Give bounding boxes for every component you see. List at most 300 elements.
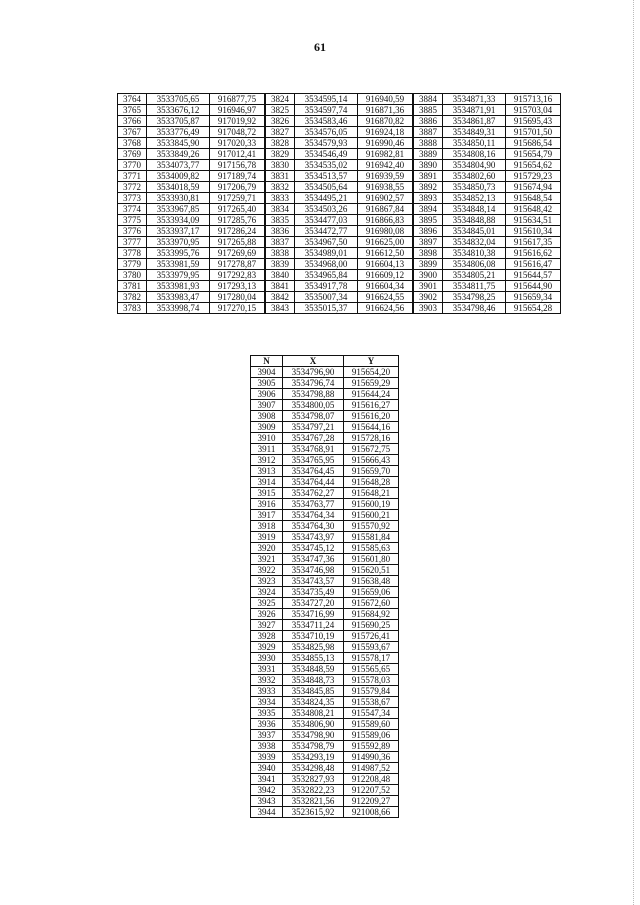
- point-number-cell: 3921: [251, 554, 283, 565]
- y-coordinate-cell: 915648,54: [506, 193, 561, 204]
- y-coordinate-cell: 915666,43: [344, 455, 399, 466]
- x-coordinate-cell: 3534743,57: [283, 576, 344, 587]
- point-number-cell: 3887: [413, 127, 443, 138]
- y-coordinate-cell: 916924,18: [358, 127, 414, 138]
- point-number-cell: 3767: [118, 127, 147, 138]
- point-number-cell: 3918: [251, 521, 283, 532]
- table-row: [251, 741, 399, 752]
- point-number-cell: 3843: [265, 303, 295, 314]
- coordinates-table-bottom: [250, 355, 399, 818]
- y-coordinate-cell: 917286,24: [210, 226, 266, 237]
- x-coordinate-cell: 3534747,36: [283, 554, 344, 565]
- y-coordinate-cell: 915616,47: [506, 259, 561, 270]
- x-coordinate-cell: 3534735,49: [283, 587, 344, 598]
- table-row: [251, 576, 399, 587]
- x-coordinate-cell: 3534764,45: [283, 466, 344, 477]
- table-row: [251, 774, 399, 785]
- y-coordinate-cell: 917265,40: [210, 204, 266, 215]
- point-number-cell: 3930: [251, 653, 283, 664]
- point-number-cell: 3915: [251, 488, 283, 499]
- point-number-cell: 3937: [251, 730, 283, 741]
- table-row: [251, 620, 399, 631]
- point-number-cell: 3778: [118, 248, 147, 259]
- y-coordinate-cell: 917270,15: [210, 303, 266, 314]
- page-number: 61: [314, 40, 326, 54]
- table-row: [251, 664, 399, 675]
- y-coordinate-cell: 915581,84: [344, 532, 399, 543]
- y-coordinate-cell: 916871,36: [358, 105, 414, 116]
- x-coordinate-cell: 3534850,73: [443, 182, 506, 193]
- x-coordinate-cell: 3534711,24: [283, 620, 344, 631]
- point-number-cell: 3901: [413, 281, 443, 292]
- x-coordinate-cell: 3534805,21: [443, 270, 506, 281]
- y-coordinate-cell: 915616,27: [344, 400, 399, 411]
- point-number-cell: 3771: [118, 171, 147, 182]
- point-number-cell: 3922: [251, 565, 283, 576]
- x-coordinate-cell: 3534798,07: [283, 411, 344, 422]
- table-row: [251, 719, 399, 730]
- y-coordinate-cell: 915616,20: [344, 411, 399, 422]
- point-number-cell: 3923: [251, 576, 283, 587]
- y-coordinate-cell: 915610,34: [506, 226, 561, 237]
- x-coordinate-cell: 3534764,34: [283, 510, 344, 521]
- x-coordinate-cell: 3534845,01: [443, 226, 506, 237]
- y-coordinate-cell: 915617,35: [506, 237, 561, 248]
- y-coordinate-cell: 916604,13: [358, 259, 414, 270]
- table-row: [251, 697, 399, 708]
- point-number-cell: 3832: [265, 182, 295, 193]
- table-row: [251, 488, 399, 499]
- table-row: [251, 686, 399, 697]
- table-row: [251, 565, 399, 576]
- y-coordinate-cell: 915674,94: [506, 182, 561, 193]
- point-number-cell: 3841: [265, 281, 295, 292]
- y-coordinate-cell: 915589,60: [344, 719, 399, 730]
- x-coordinate-cell: 3533937,17: [147, 226, 210, 237]
- x-coordinate-cell: 3534009,82: [147, 171, 210, 182]
- point-number-cell: 3895: [413, 215, 443, 226]
- y-coordinate-cell: 915648,42: [506, 204, 561, 215]
- table-row: [251, 532, 399, 543]
- x-coordinate-cell: 3534848,14: [443, 204, 506, 215]
- table-row: [251, 543, 399, 554]
- table-row: [251, 653, 399, 664]
- point-number-cell: 3829: [265, 149, 295, 160]
- y-coordinate-cell: 917048,72: [210, 127, 266, 138]
- table-row: [118, 281, 561, 292]
- point-number-cell: 3768: [118, 138, 147, 149]
- point-number-cell: 3916: [251, 499, 283, 510]
- table-row: [118, 303, 561, 314]
- point-number-cell: 3893: [413, 193, 443, 204]
- point-number-cell: 3925: [251, 598, 283, 609]
- table-row: [251, 554, 399, 565]
- point-number-cell: 3831: [265, 171, 295, 182]
- x-coordinate-cell: 3534861,87: [443, 116, 506, 127]
- table-row: [251, 807, 399, 818]
- table-row: [118, 94, 561, 105]
- y-coordinate-cell: 917259,71: [210, 193, 266, 204]
- point-number-cell: 3772: [118, 182, 147, 193]
- x-coordinate-cell: 3534583,46: [295, 116, 358, 127]
- point-number-cell: 3933: [251, 686, 283, 697]
- table-row: [251, 367, 399, 378]
- x-coordinate-cell: 3534743,97: [283, 532, 344, 543]
- table-row: [251, 455, 399, 466]
- y-coordinate-cell: 917012,41: [210, 149, 266, 160]
- x-coordinate-cell: 3534968,00: [295, 259, 358, 270]
- x-coordinate-cell: 3534796,90: [283, 367, 344, 378]
- table-header-row: [251, 356, 399, 367]
- point-number-cell: 3929: [251, 642, 283, 653]
- table-row: [251, 400, 399, 411]
- y-coordinate-cell: 914987,52: [344, 763, 399, 774]
- y-coordinate-cell: 916625,00: [358, 237, 414, 248]
- x-coordinate-cell: 3534832,04: [443, 237, 506, 248]
- point-number-cell: 3891: [413, 171, 443, 182]
- y-coordinate-cell: 915659,34: [506, 292, 561, 303]
- x-coordinate-cell: 3534806,08: [443, 259, 506, 270]
- point-number-cell: 3932: [251, 675, 283, 686]
- y-coordinate-cell: 912209,27: [344, 796, 399, 807]
- y-coordinate-cell: 915644,24: [344, 389, 399, 400]
- y-coordinate-cell: 915592,89: [344, 741, 399, 752]
- x-coordinate-cell: 3533845,90: [147, 138, 210, 149]
- y-coordinate-cell: 915593,67: [344, 642, 399, 653]
- y-coordinate-cell: 916902,57: [358, 193, 414, 204]
- y-coordinate-cell: 915659,06: [344, 587, 399, 598]
- y-coordinate-cell: 916980,08: [358, 226, 414, 237]
- point-number-cell: 3928: [251, 631, 283, 642]
- table-row: [251, 510, 399, 521]
- y-coordinate-cell: 916939,59: [358, 171, 414, 182]
- y-coordinate-cell: 916609,12: [358, 270, 414, 281]
- point-number-cell: 3894: [413, 204, 443, 215]
- x-coordinate-cell: 3534798,79: [283, 741, 344, 752]
- y-coordinate-cell: 915570,92: [344, 521, 399, 532]
- x-coordinate-cell: 3533934,09: [147, 215, 210, 226]
- x-coordinate-cell: 3534808,21: [283, 708, 344, 719]
- y-coordinate-cell: 915600,21: [344, 510, 399, 521]
- x-coordinate-cell: 3534855,13: [283, 653, 344, 664]
- point-number-cell: 3931: [251, 664, 283, 675]
- point-number-cell: 3899: [413, 259, 443, 270]
- point-number-cell: 3835: [265, 215, 295, 226]
- x-coordinate-cell: 3533930,81: [147, 193, 210, 204]
- y-coordinate-cell: 915713,16: [506, 94, 561, 105]
- y-coordinate-cell: 917019,92: [210, 116, 266, 127]
- table-row: [118, 215, 561, 226]
- table-row: [118, 270, 561, 281]
- coordinates-table-top-body: [118, 94, 561, 314]
- point-number-cell: 3889: [413, 149, 443, 160]
- x-coordinate-cell: 3534967,50: [295, 237, 358, 248]
- column-header-n: N: [251, 356, 283, 367]
- point-number-cell: 3837: [265, 237, 295, 248]
- point-number-cell: 3888: [413, 138, 443, 149]
- y-coordinate-cell: 916990,46: [358, 138, 414, 149]
- table-row: [118, 237, 561, 248]
- y-coordinate-cell: 912207,52: [344, 785, 399, 796]
- table-row: [251, 521, 399, 532]
- x-coordinate-cell: 3534852,13: [443, 193, 506, 204]
- table-row: [251, 598, 399, 609]
- y-coordinate-cell: 915601,80: [344, 554, 399, 565]
- x-coordinate-cell: 3532827,93: [283, 774, 344, 785]
- point-number-cell: 3904: [251, 367, 283, 378]
- table-row: [118, 204, 561, 215]
- point-number-cell: 3905: [251, 378, 283, 389]
- x-coordinate-cell: 3534495,21: [295, 193, 358, 204]
- x-coordinate-cell: 3534796,74: [283, 378, 344, 389]
- y-coordinate-cell: 915654,28: [506, 303, 561, 314]
- x-coordinate-cell: 3534871,91: [443, 105, 506, 116]
- y-coordinate-cell: 915695,43: [506, 116, 561, 127]
- y-coordinate-cell: 916612,50: [358, 248, 414, 259]
- x-coordinate-cell: 3532821,56: [283, 796, 344, 807]
- point-number-cell: 3776: [118, 226, 147, 237]
- point-number-cell: 3919: [251, 532, 283, 543]
- y-coordinate-cell: 915547,34: [344, 708, 399, 719]
- point-number-cell: 3913: [251, 466, 283, 477]
- y-coordinate-cell: 915659,70: [344, 466, 399, 477]
- table-row: [251, 466, 399, 477]
- coordinates-table-top: [117, 93, 561, 314]
- y-coordinate-cell: 916867,84: [358, 204, 414, 215]
- point-number-cell: 3898: [413, 248, 443, 259]
- x-coordinate-cell: 3533998,74: [147, 303, 210, 314]
- table-row: [251, 422, 399, 433]
- point-number-cell: 3769: [118, 149, 147, 160]
- point-number-cell: 3911: [251, 444, 283, 455]
- x-coordinate-cell: 3532822,23: [283, 785, 344, 796]
- y-coordinate-cell: 915589,06: [344, 730, 399, 741]
- x-coordinate-cell: 3534965,84: [295, 270, 358, 281]
- x-coordinate-cell: 3534073,77: [147, 160, 210, 171]
- y-coordinate-cell: 915648,21: [344, 488, 399, 499]
- y-coordinate-cell: 916866,83: [358, 215, 414, 226]
- y-coordinate-cell: 917189,74: [210, 171, 266, 182]
- y-coordinate-cell: 915579,84: [344, 686, 399, 697]
- y-coordinate-cell: 917269,69: [210, 248, 266, 259]
- y-coordinate-cell: 917265,88: [210, 237, 266, 248]
- y-coordinate-cell: 915686,54: [506, 138, 561, 149]
- table-row: [251, 796, 399, 807]
- x-coordinate-cell: 3534762,27: [283, 488, 344, 499]
- table-row: [251, 444, 399, 455]
- x-coordinate-cell: 3533967,85: [147, 204, 210, 215]
- x-coordinate-cell: 3534824,35: [283, 697, 344, 708]
- point-number-cell: 3924: [251, 587, 283, 598]
- x-coordinate-cell: 3534797,21: [283, 422, 344, 433]
- y-coordinate-cell: 921008,66: [344, 807, 399, 818]
- y-coordinate-cell: 915616,62: [506, 248, 561, 259]
- point-number-cell: 3886: [413, 116, 443, 127]
- y-coordinate-cell: 915648,28: [344, 477, 399, 488]
- y-coordinate-cell: 915703,04: [506, 105, 561, 116]
- scan-edge: [632, 0, 634, 905]
- y-coordinate-cell: 915654,79: [506, 149, 561, 160]
- y-coordinate-cell: 915600,19: [344, 499, 399, 510]
- point-number-cell: 3764: [118, 94, 147, 105]
- x-coordinate-cell: 3534802,60: [443, 171, 506, 182]
- x-coordinate-cell: 3533705,65: [147, 94, 210, 105]
- x-coordinate-cell: 3534018,59: [147, 182, 210, 193]
- x-coordinate-cell: 3534989,01: [295, 248, 358, 259]
- table-row: [251, 587, 399, 598]
- table-row: [118, 138, 561, 149]
- x-coordinate-cell: 3534848,88: [443, 215, 506, 226]
- y-coordinate-cell: 916940,59: [358, 94, 414, 105]
- point-number-cell: 3935: [251, 708, 283, 719]
- y-coordinate-cell: 915634,51: [506, 215, 561, 226]
- x-coordinate-cell: 3534472,77: [295, 226, 358, 237]
- x-coordinate-cell: 3533849,26: [147, 149, 210, 160]
- point-number-cell: 3902: [413, 292, 443, 303]
- point-number-cell: 3896: [413, 226, 443, 237]
- y-coordinate-cell: 914990,36: [344, 752, 399, 763]
- x-coordinate-cell: 3535007,34: [295, 292, 358, 303]
- x-coordinate-cell: 3533981,59: [147, 259, 210, 270]
- y-coordinate-cell: 915659,29: [344, 378, 399, 389]
- y-coordinate-cell: 915644,57: [506, 270, 561, 281]
- x-coordinate-cell: 3534477,03: [295, 215, 358, 226]
- y-coordinate-cell: 915654,62: [506, 160, 561, 171]
- y-coordinate-cell: 915728,16: [344, 433, 399, 444]
- y-coordinate-cell: 915578,03: [344, 675, 399, 686]
- column-header-x: X: [283, 356, 344, 367]
- y-coordinate-cell: 917278,87: [210, 259, 266, 270]
- point-number-cell: 3906: [251, 389, 283, 400]
- x-coordinate-cell: 3534804,90: [443, 160, 506, 171]
- point-number-cell: 3943: [251, 796, 283, 807]
- x-coordinate-cell: 3533981,93: [147, 281, 210, 292]
- x-coordinate-cell: 3533983,47: [147, 292, 210, 303]
- point-number-cell: 3942: [251, 785, 283, 796]
- table-row: [118, 149, 561, 160]
- point-number-cell: 3842: [265, 292, 295, 303]
- x-coordinate-cell: 3523615,92: [283, 807, 344, 818]
- x-coordinate-cell: 3534298,48: [283, 763, 344, 774]
- table-row: [118, 116, 561, 127]
- x-coordinate-cell: 3534871,33: [443, 94, 506, 105]
- point-number-cell: 3781: [118, 281, 147, 292]
- table-row: [118, 160, 561, 171]
- point-number-cell: 3907: [251, 400, 283, 411]
- y-coordinate-cell: 915565,65: [344, 664, 399, 675]
- point-number-cell: 3830: [265, 160, 295, 171]
- y-coordinate-cell: 917156,78: [210, 160, 266, 171]
- point-number-cell: 3936: [251, 719, 283, 730]
- table-row: [251, 378, 399, 389]
- x-coordinate-cell: 3534745,12: [283, 543, 344, 554]
- x-coordinate-cell: 3533705,87: [147, 116, 210, 127]
- point-number-cell: 3780: [118, 270, 147, 281]
- x-coordinate-cell: 3534579,93: [295, 138, 358, 149]
- point-number-cell: 3840: [265, 270, 295, 281]
- point-number-cell: 3900: [413, 270, 443, 281]
- point-number-cell: 3934: [251, 697, 283, 708]
- table-row: [118, 248, 561, 259]
- x-coordinate-cell: 3534710,19: [283, 631, 344, 642]
- x-coordinate-cell: 3534849,31: [443, 127, 506, 138]
- x-coordinate-cell: 3534806,90: [283, 719, 344, 730]
- y-coordinate-cell: 915585,63: [344, 543, 399, 554]
- point-number-cell: 3885: [413, 105, 443, 116]
- point-number-cell: 3774: [118, 204, 147, 215]
- point-number-cell: 3777: [118, 237, 147, 248]
- table-row: [251, 752, 399, 763]
- point-number-cell: 3938: [251, 741, 283, 752]
- point-number-cell: 3910: [251, 433, 283, 444]
- point-number-cell: 3940: [251, 763, 283, 774]
- point-number-cell: 3890: [413, 160, 443, 171]
- point-number-cell: 3917: [251, 510, 283, 521]
- table-row: [251, 499, 399, 510]
- table-row: [118, 182, 561, 193]
- x-coordinate-cell: 3534798,25: [443, 292, 506, 303]
- table-row: [251, 433, 399, 444]
- x-coordinate-cell: 3534768,91: [283, 444, 344, 455]
- point-number-cell: 3827: [265, 127, 295, 138]
- point-number-cell: 3941: [251, 774, 283, 785]
- x-coordinate-cell: 3534825,98: [283, 642, 344, 653]
- y-coordinate-cell: 917206,79: [210, 182, 266, 193]
- x-coordinate-cell: 3534798,46: [443, 303, 506, 314]
- y-coordinate-cell: 916870,82: [358, 116, 414, 127]
- x-coordinate-cell: 3533979,95: [147, 270, 210, 281]
- x-coordinate-cell: 3534798,90: [283, 730, 344, 741]
- y-coordinate-cell: 917280,04: [210, 292, 266, 303]
- y-coordinate-cell: 917285,76: [210, 215, 266, 226]
- point-number-cell: 3892: [413, 182, 443, 193]
- x-coordinate-cell: 3535015,37: [295, 303, 358, 314]
- table-row: [251, 642, 399, 653]
- y-coordinate-cell: 915726,41: [344, 631, 399, 642]
- point-number-cell: 3908: [251, 411, 283, 422]
- y-coordinate-cell: 916877,75: [210, 94, 266, 105]
- x-coordinate-cell: 3534808,16: [443, 149, 506, 160]
- table-row: [251, 609, 399, 620]
- x-coordinate-cell: 3534848,59: [283, 664, 344, 675]
- point-number-cell: 3766: [118, 116, 147, 127]
- y-coordinate-cell: 915701,50: [506, 127, 561, 138]
- point-number-cell: 3909: [251, 422, 283, 433]
- table-row: [251, 631, 399, 642]
- y-coordinate-cell: 916624,55: [358, 292, 414, 303]
- x-coordinate-cell: 3534848,73: [283, 675, 344, 686]
- point-number-cell: 3770: [118, 160, 147, 171]
- point-number-cell: 3833: [265, 193, 295, 204]
- y-coordinate-cell: 915644,90: [506, 281, 561, 292]
- point-number-cell: 3884: [413, 94, 443, 105]
- point-number-cell: 3927: [251, 620, 283, 631]
- point-number-cell: 3828: [265, 138, 295, 149]
- point-number-cell: 3838: [265, 248, 295, 259]
- point-number-cell: 3920: [251, 543, 283, 554]
- x-coordinate-cell: 3534505,64: [295, 182, 358, 193]
- x-coordinate-cell: 3534503,26: [295, 204, 358, 215]
- point-number-cell: 3839: [265, 259, 295, 270]
- y-coordinate-cell: 916938,55: [358, 182, 414, 193]
- x-coordinate-cell: 3534535,02: [295, 160, 358, 171]
- table-row: [251, 477, 399, 488]
- y-coordinate-cell: 917293,13: [210, 281, 266, 292]
- y-coordinate-cell: 915638,48: [344, 576, 399, 587]
- table-row: [251, 411, 399, 422]
- point-number-cell: 3782: [118, 292, 147, 303]
- point-number-cell: 3834: [265, 204, 295, 215]
